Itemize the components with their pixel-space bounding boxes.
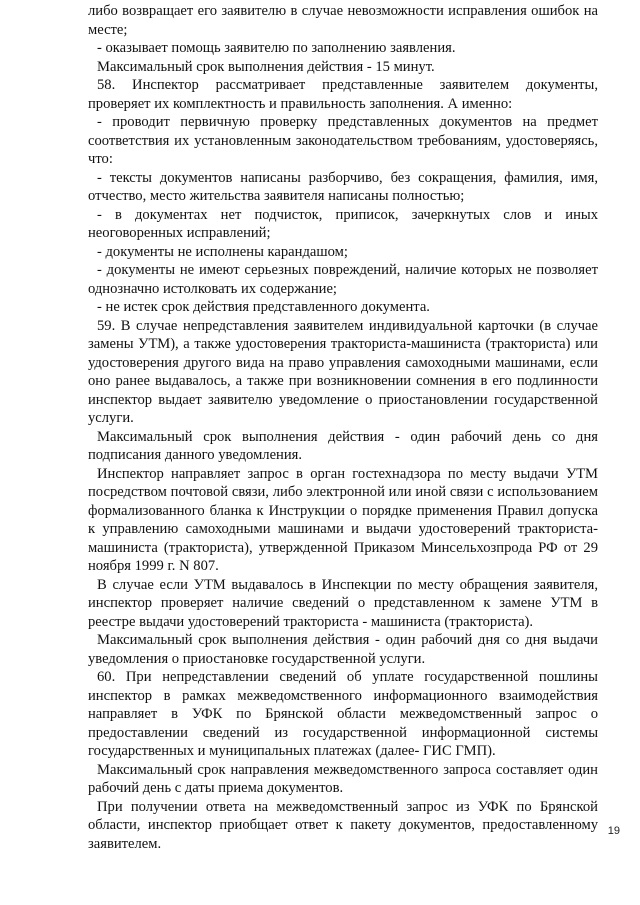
paragraph: Максимальный срок направления межведомственного запроса составляет один рабочий день с даты приема документов.	[88, 761, 598, 796]
paragraph: Максимальный срок выполнения действия - один рабочий дня со дня выдачи уведомления о приостановке государственной услуги.	[88, 632, 598, 667]
paragraph: - документы не исполнены карандашом;	[97, 243, 348, 260]
paragraph: - проводит первичную проверку представленных документов на предмет соответствия их установленным законодательством требованиям, удостоверяясь, что:	[88, 114, 598, 167]
paragraph: Инспектор направляет запрос в орган гостехнадзора по месту выдачи УТМ посредством почтовой связи, либо электронной или иной связи с использованием формализованного бланка к Инструкции о порядке применения Правил допуска к управлению самоходными машинами и выдачи удостоверений тракториста-машиниста (тракториста), утвержденной Приказом Минсельхозпрода РФ от 29 ноября 1999 г. N 807.	[88, 465, 598, 574]
paragraph: - тексты документов написаны разборчиво, без сокращения, фамилия, имя, отчество, место жительства заявителя написаны полностью;	[88, 169, 598, 204]
paragraph: 60. При непредставлении сведений об уплате государственной пошлины инспектор в рамках межведомственного информационного взаимодействия направляет в УФК по Брянской области межведомственный запрос о предоставлении сведений из государственной информационной системы государственных и муниципальных платежах (далее- ГИС ГМП).	[88, 669, 598, 759]
paragraph: Максимальный срок выполнения действия - один рабочий день со дня подписания данного уведомления.	[88, 428, 598, 463]
paragraph: - оказывает помощь заявителю по заполнению заявления.	[97, 40, 456, 56]
page-number: 19	[607, 825, 620, 837]
paragraph: В случае если УТМ выдавалось в Инспекции по месту обращения заявителя, инспектор проверяет наличие сведений о представленном к замене УТМ в реестре выдачи удостоверений тракториста - машиниста (тракториста).	[88, 576, 598, 630]
paragraph: При получении ответа на межведомственный запрос из УФК по Брянской области, инспектор приобщает ответ к пакету документов, предоставленному заявителем.	[88, 798, 598, 852]
paragraph: Максимальный срок выполнения действия - 15 минут.	[97, 58, 435, 75]
paragraph: - в документах нет подчисток, приписок, зачеркнутых слов и иных неоговоренных исправлений;	[88, 206, 598, 241]
paragraph: 58. Инспектор рассматривает представленные заявителем документы, проверяет их комплектность и правильность заполнения. А именно:	[88, 77, 598, 112]
paragraph: либо возвращает его заявителю в случае невозможности исправления ошибок на месте;	[88, 3, 598, 38]
paragraph: 59. В случае непредставления заявителем индивидуальной карточки (в случае замены УТМ), а также удостоверения тракториста-машиниста (тракториста) или удостоверения другого вида на право управления самоходными машинами, если оно ранее выдавалось, а также при возникновении сомнения в его подлинности инспектор выдает заявителю уведомление о приостановлении государственной услуги.	[88, 317, 598, 426]
paragraph: - документы не имеют серьезных повреждений, наличие которых не позволяет однозначно истолковать их содержание;	[88, 262, 598, 297]
paragraph: - не истек срок действия представленного документа.	[97, 299, 430, 315]
